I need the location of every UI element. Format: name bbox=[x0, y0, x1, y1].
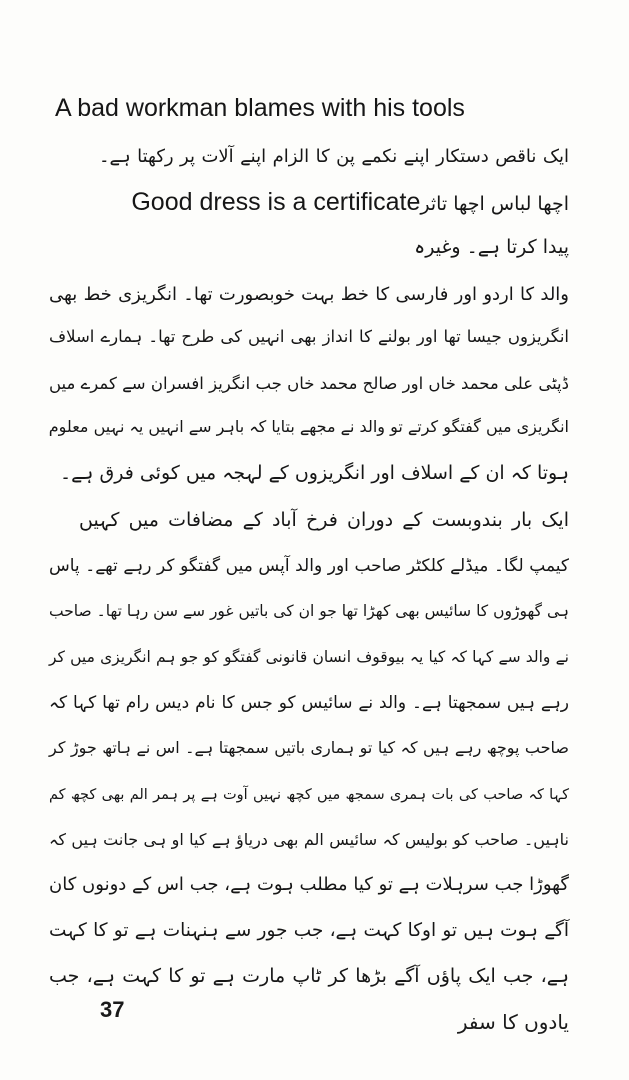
proverb-2-urdu-part: اچھا لباس اچھا تاثر bbox=[420, 193, 569, 215]
paragraph-2-line: ناہیں۔ صاحب کو بولیس کہ سائیس الم بھی دریاؤ ہے کیا او ہی جانت ہیں کہ bbox=[49, 830, 569, 849]
paragraph-2-line: صاحب پوچھ رہے ہیں کہ کیا تو ہماری باتیں سمجھتا ہے۔ اس نے ہاتھ جوڑ کر bbox=[49, 738, 569, 757]
paragraph-2-line: کہا کہ صاحب کی بات ہمری سمجھ میں کچھ نہیں آوت ہے پر ہمر الم بھی کچھ کم bbox=[49, 787, 569, 803]
page-number: 37 bbox=[100, 997, 125, 1022]
proverb-2-line bbox=[131, 186, 569, 222]
paragraph-2-line: آگے ہوت ہیں تو اوکا کہت ہے، جب جور سے ہنہنات ہے تو کا کہت bbox=[49, 920, 569, 941]
proverb-2-english-part: Good dress is a certificate bbox=[131, 188, 421, 216]
english-proverb-1: A bad workman blames with his tools bbox=[55, 94, 465, 122]
paragraph-2-line: رہے ہیں سمجھتا ہے۔ والد نے سائیس کو جس کا نام دیس رام تھا کہا کہ bbox=[49, 693, 569, 713]
paragraph-1-line: ڈپٹی علی محمد خاں اور صالح محمد خاں جب انگریز افسران سے کمرے میں bbox=[49, 374, 569, 393]
paragraph-2-line: ہی گھوڑوں کا سائیس بھی کھڑا تھا جو ان کی باتیں غور سے سن رہا تھا۔ صاحب bbox=[49, 602, 569, 620]
book-title: یادوں کا سفر bbox=[457, 1010, 569, 1034]
paragraph-2-line: نے والد سے کہا کہ کیا یہ بیوقوف انسان قانونی گفتگو کو جو ہم انگریزی میں کر bbox=[49, 648, 569, 666]
paragraph-1-line: ہوتا کہ ان کے اسلاف اور انگریزوں کے لہجہ میں کوئی فرق ہے۔ bbox=[60, 462, 569, 484]
paragraph-1-line: والد کا اردو اور فارسی کا خط بہت خوبصورت تھا۔ انگریزی خط بھی bbox=[49, 284, 569, 305]
urdu-proverb-1: ایک ناقص دستکار اپنے نکمے پن کا الزام اپنے آلات پر رکھتا ہے۔ bbox=[99, 146, 569, 167]
paragraph-2-line: ہے، جب ایک پاؤں آگے بڑھا کر ٹاپ مارت ہے تو کا کہت ہے، جب bbox=[49, 965, 569, 987]
paragraph-1-line: انگریزوں جیسا تھا اور بولنے کا انداز بھی انہیں کی طرح تھا۔ ہمارے اسلاف bbox=[49, 327, 569, 346]
paragraph-2-line: ایک بار بندوبست کے دوران فرخ آباد کے مضافات میں کہیں bbox=[79, 509, 569, 531]
proverb-2-continuation: پیدا کرتا ہے۔ وغیرہ bbox=[414, 236, 569, 258]
paragraph-2-line: گھوڑا جب سرہلات ہے تو کیا مطلب ہوت ہے، جب اس کے دونوں کان bbox=[49, 874, 569, 895]
paragraph-1-line: انگریزی میں گفتگو کرتے تو والد نے مجھے بتایا کہ باہر سے انہیں یہ نہیں معلوم bbox=[48, 417, 569, 436]
paragraph-2-line: کیمپ لگا۔ میڈلے کلکٹر صاحب اور والد آپس میں گفتگو کر رہے تھے۔ پاس bbox=[49, 556, 569, 576]
